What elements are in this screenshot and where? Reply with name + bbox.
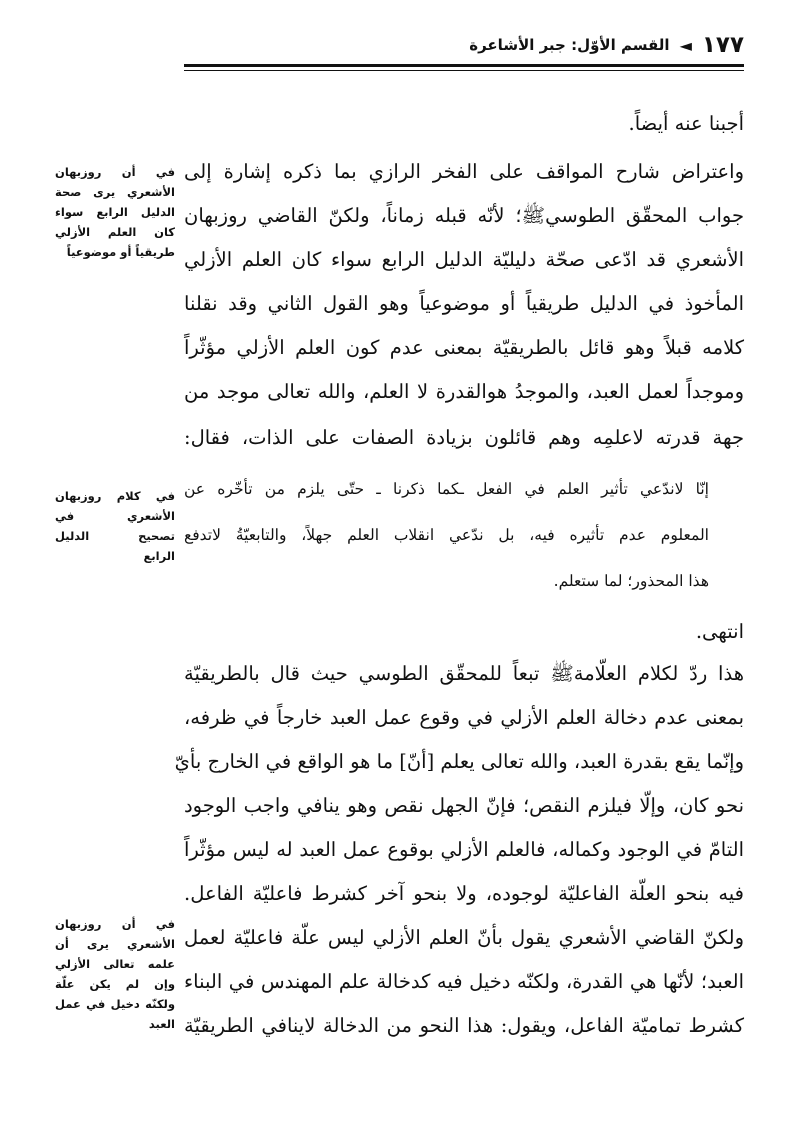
margin-note-line: الأشعري في (55, 509, 175, 523)
body-line: وموجداً لعمل العبد، والموجدُ هوالقدرة لا العلم، والله تعالى موجد من (184, 380, 744, 403)
body-line: بمعنى عدم دخالة العلم الأزلي في وقوع عمل العبد خارجاً في ظرفه، (184, 706, 744, 729)
body-line: فيه بنحو العلّة الفاعليّة لوجوده، ولا بنحو آخر كشرط فاعليّة الفاعل. (184, 882, 744, 905)
running-header (184, 28, 744, 62)
body-line: جواب المحقّق الطوسيﷺ؛ لأنّه قبله زماناً، ولكنّ القاضي روزبهان (184, 204, 744, 227)
margin-note (55, 914, 175, 1034)
quote-line: إنّا لاندّعي تأثير العلم في الفعل ـكما ذكرنا ـ حتّى يلزم من تأخّره عن (184, 480, 709, 498)
body-line: انتهى. (695, 620, 744, 643)
margin-note-line: علمه تعالى الأزلي (55, 957, 175, 971)
margin-note-line: كان العلم الأزلي (55, 225, 175, 239)
margin-note-line: الرابع (143, 549, 175, 563)
margin-note-line: ولكنّه دخيل في عمل (55, 997, 175, 1011)
margin-note-line: الأشعري يرى صحة (55, 185, 175, 199)
chapter-title: القسم الأوّل: جبر الأشاعرة (469, 36, 670, 54)
body-line: واعتراض شارح المواقف على الفخر الرازي بما ذكره إشارة إلى (184, 160, 744, 183)
body-line: التامّ في الوجود وكماله، فالعلم الأزلي بوقوع عمل العبد له ليس مؤثّراً (184, 838, 744, 861)
body-line: الأشعري قد ادّعى صحّة دليليّة الدليل الرابع سواء كان العلم الأزلي (184, 248, 744, 271)
header-rule (184, 64, 744, 67)
page-number: ١٧٧ (701, 32, 744, 58)
margin-note (55, 162, 175, 262)
margin-note-line: في كلام روزبهان (55, 489, 175, 503)
body-line: كلامه قبلاً وهو قائل بالطريقيّة بمعنى عدم كون العلم الأزلي مؤثّراً (184, 336, 744, 359)
body-line: جهة قدرته لاعلمِه وهم قائلون بزيادة الصفات على الذات، فقال: (184, 426, 744, 449)
margin-note-line: تصحيح الدليل (55, 529, 175, 543)
body-line: كشرط تماميّة الفاعل، ويقول: هذا النحو من الدخالة لاينافي الطريقيّة (184, 1014, 744, 1037)
arrow-icon: ◄ (679, 35, 692, 55)
header-rule-thin (184, 70, 744, 71)
body-line: هذا ردّ لكلام العلّامةﷺ تبعاً للمحقّق الطوسي حيث قال بالطريقيّة (184, 662, 744, 685)
margin-note-line: في أن روزبهان (55, 917, 175, 931)
quote-line: هذا المحذور؛ لما ستعلم. (553, 572, 709, 590)
margin-note-line: طريقياً أو موضوعياً (66, 245, 175, 259)
margin-note-line: الدليل الرابع سواء (55, 205, 175, 219)
body-line: نحو كان، وإلّا فيلزم النقص؛ فإنّ الجهل نقص وهو ينافي واجب الوجود (184, 794, 744, 817)
body-line: المأخوذ في الدليل طريقياً أو موضوعياً وهو القول الثاني وقد نقلنا (184, 292, 744, 315)
body-line: وإنّما يقع بقدرة العبد، والله تعالى يعلم [أنّ] ما هو الواقع في الخارج بأيّ (174, 750, 744, 773)
quote-line: المعلوم عدم تأثيره فيه، بل ندّعي انقلاب العلم جهلاً، والتابعيّةُ لاتدفع (184, 526, 709, 544)
margin-note-line: وإن لم يكن علّة (55, 977, 175, 991)
margin-note-line: في أن روزبهان (55, 165, 175, 179)
margin-note-line: الأشعري يرى أن (55, 937, 175, 951)
body-line: العبد؛ لأنّها هي القدرة، ولكنّه دخيل فيه كدخالة علم المهندس في البناء (184, 970, 744, 993)
margin-note-line: العبد (148, 1017, 175, 1031)
margin-note (55, 486, 175, 566)
body-line: ولكنّ القاضي الأشعري يقول بأنّ العلم الأزلي ليس علّة فاعليّة لعمل (184, 926, 745, 949)
body-line: أجبنا عنه أيضاً. (628, 112, 744, 135)
